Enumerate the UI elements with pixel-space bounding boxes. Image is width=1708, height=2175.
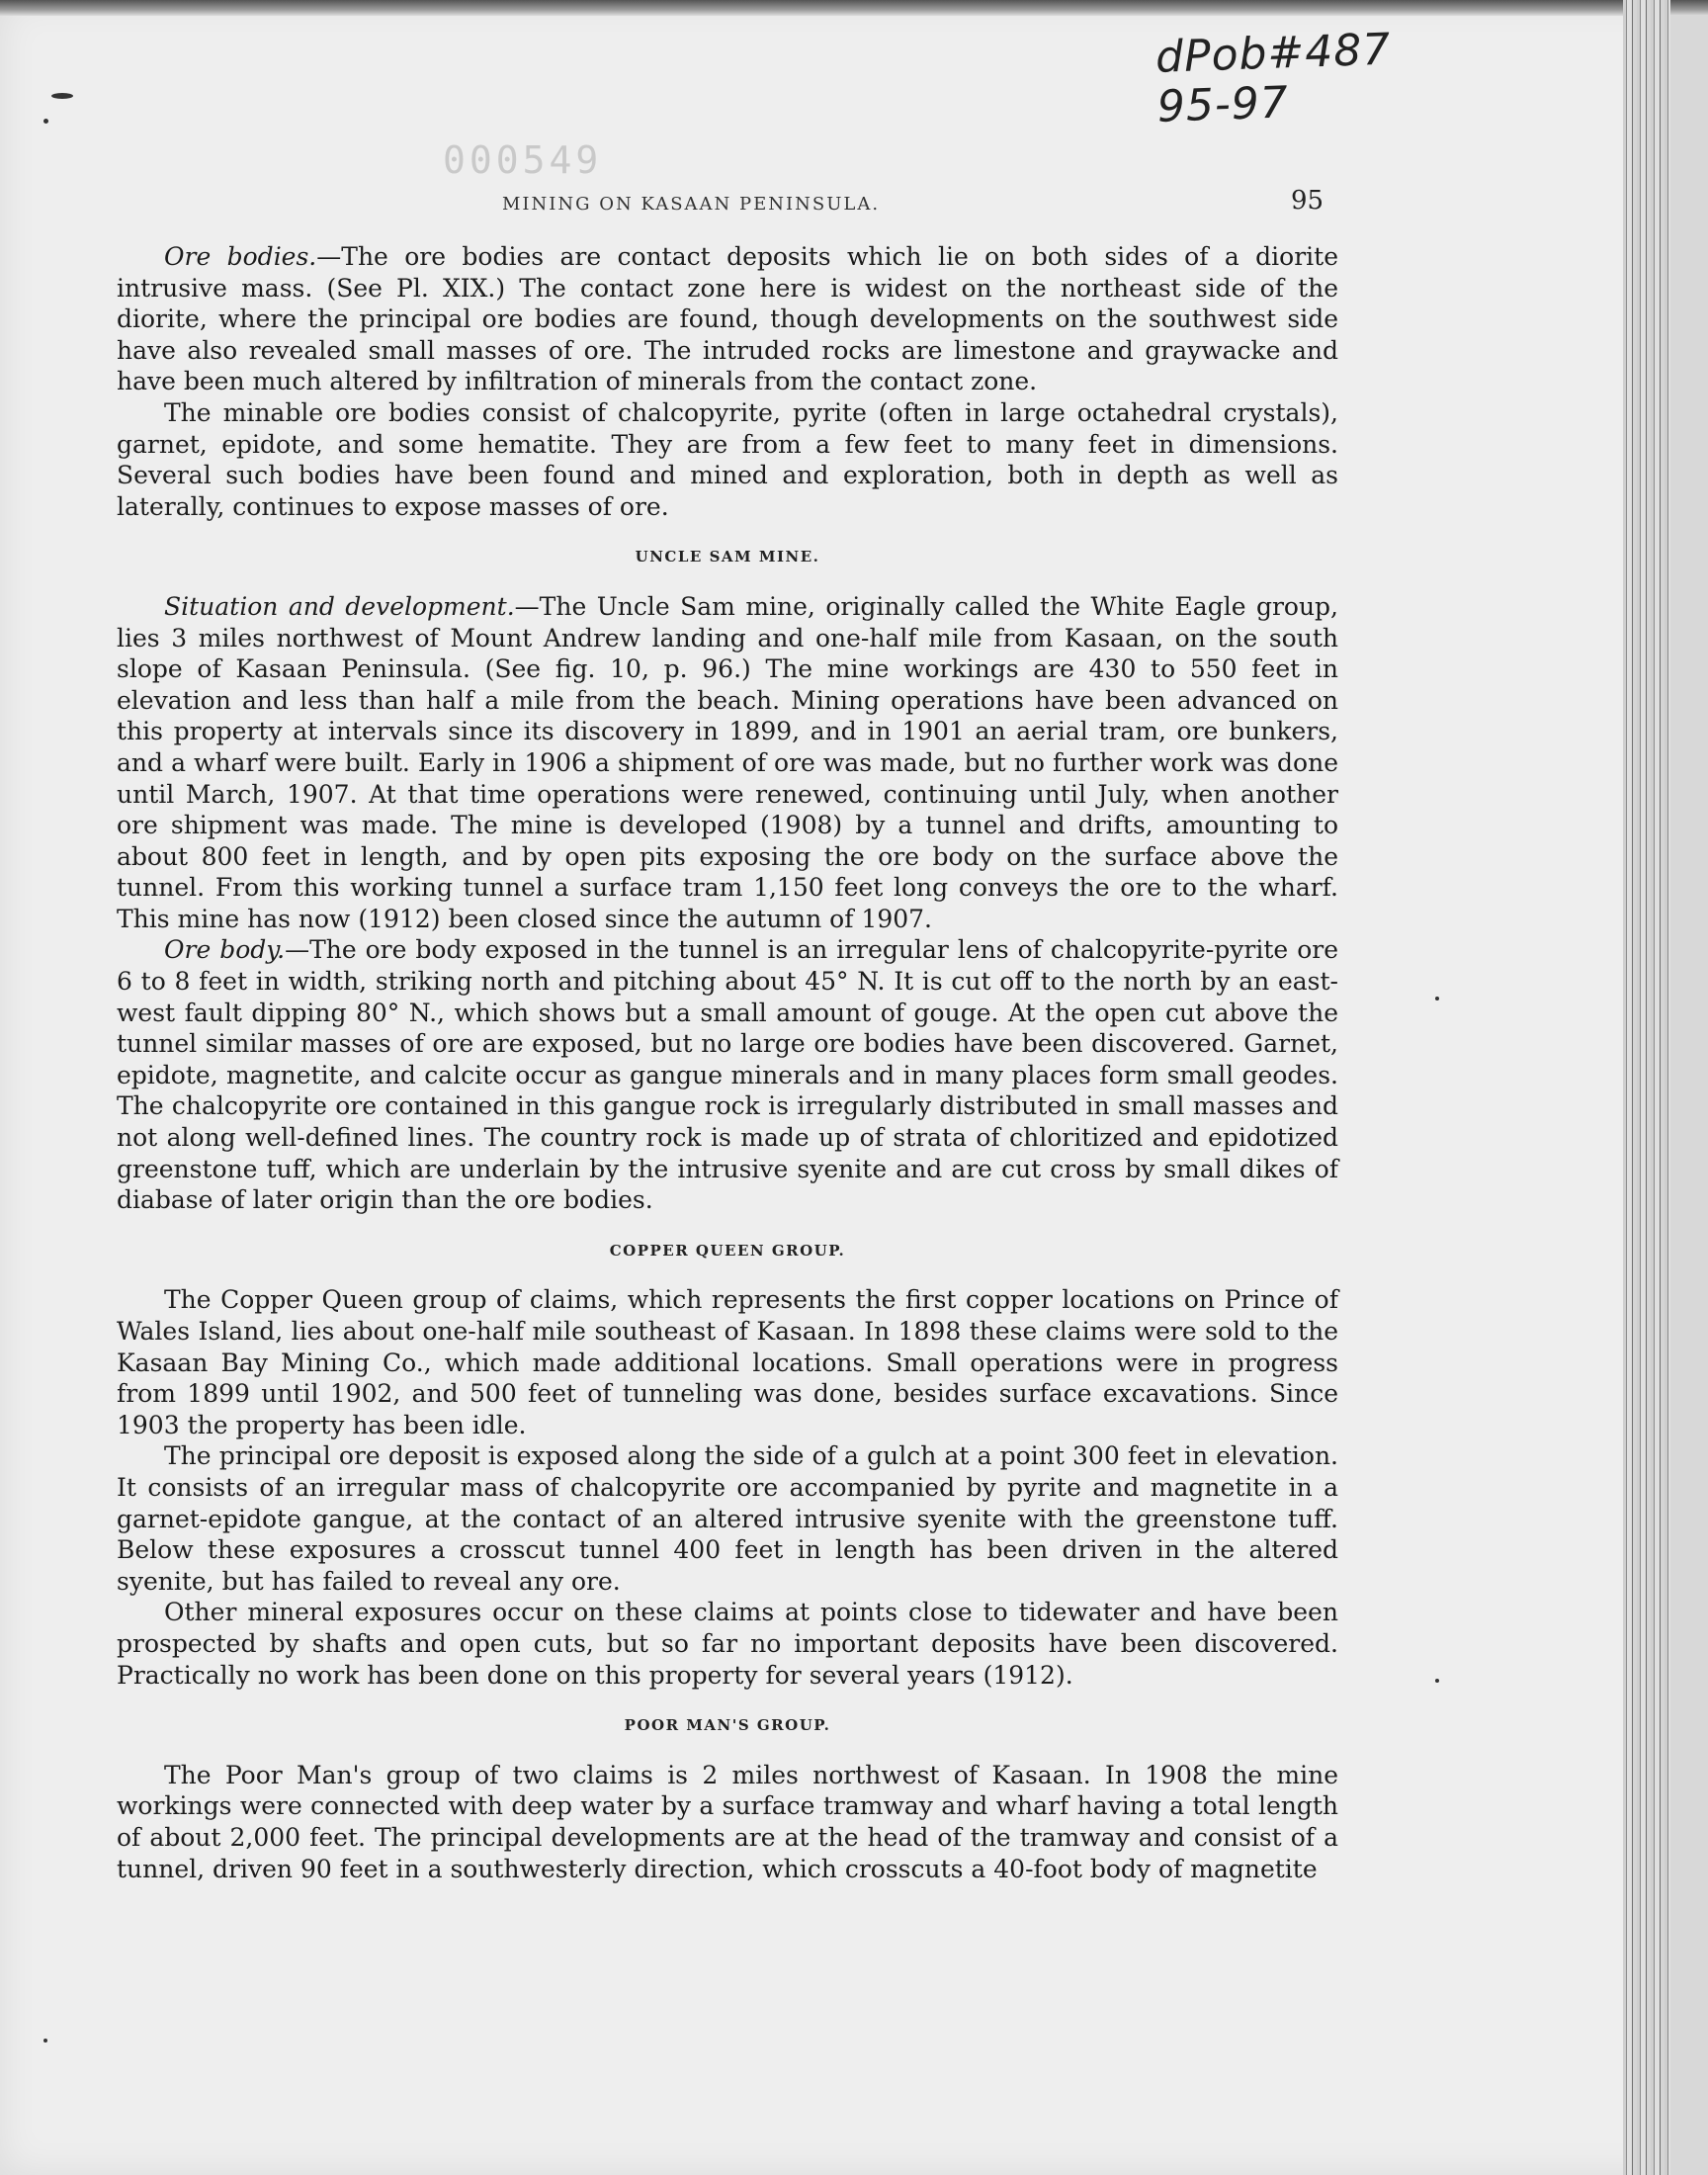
paragraph-lead: Ore bodies. — [164, 242, 317, 271]
paragraph: The principal ore deposit is exposed along the side of a gulch at a point 300 feet in elevation. It consists of an irregular mass of chalcopyrite ore accompanied by pyrite and magnetite in a garnet-epidote gangue, at the contact of an altered intrusive syenite with the greenstone tuff. Below these exposures a crosscut tunnel 400 feet in length has been driven in the altered syenite, but has failed to reveal any ore. — [117, 1441, 1338, 1596]
scan-speck — [51, 93, 73, 99]
paragraph — [117, 934, 1338, 1215]
section-heading-poor-man: POOR MAN'S GROUP. — [624, 1716, 831, 1735]
paragraph: The Poor Man's group of two claims is 2 miles northwest of Kasaan. In 1908 the mine workings were connected with deep water by a surface tramway and wharf having a total length of about 2,000 feet. The principal developments are at the head of the tramway and consist of a tunnel, driven 90 feet in a southwesterly direction, which crosscuts a 40-foot body of magnetite — [117, 1760, 1338, 1883]
scan-right-border — [1623, 0, 1670, 2175]
scan-speck — [1435, 1679, 1439, 1683]
scan-speck — [43, 2039, 47, 2043]
scan-top-border — [0, 0, 1708, 16]
handwritten-note — [1154, 24, 1393, 132]
handwritten-line: dPob#487 — [1154, 24, 1393, 83]
paragraph — [117, 591, 1338, 935]
paragraph — [117, 241, 1338, 397]
scan-speck — [43, 119, 48, 124]
paragraph: The Copper Queen group of claims, which represents the first copper locations on Prince of Wales Island, lies about one-half mile southeast of Kasaan. In 1898 these claims were sold to the Kasaan Bay Mining Co., which made additional locations. Small operations were in progress from 1899 until 1902, and 500 feet of tunneling was done, besides surface excavations. Since 1903 the property has been idle. — [117, 1285, 1338, 1439]
section-heading-uncle-sam: UNCLE SAM MINE. — [635, 548, 820, 566]
section-heading-copper-queen: COPPER QUEEN GROUP. — [609, 1241, 846, 1260]
paragraph-lead: Situation and development. — [164, 591, 515, 621]
faint-stamp: 000549 — [443, 138, 603, 182]
paragraph-text: —The ore bodies are contact deposits which lie on both sides of a diorite intrusive mass. (See Pl. XIX.) The contact zone here is widest on the northeast side of the diorite, where the principal ore bodies are found, though developments on the southwest side have also revealed small masses of ore. The intruded rocks are limestone and graywacke and have been much altered by infiltration of minerals from the contact zone. — [117, 242, 1338, 396]
paragraph: Other mineral exposures occur on these claims at points close to tidewater and have been prospected by shafts and open cuts, but so far no important deposits have been discovered. Practically no work has been done on this property for several years (1912). — [117, 1598, 1338, 1690]
page-number: 95 — [1291, 186, 1324, 216]
paragraph-text: —The ore body exposed in the tunnel is an irregular lens of chalcopyrite-pyrite ore 6 to 8 feet in width, striking north and pitching about 45° N. It is cut off to the north by an east-west fault dipping 80° N., which shows but a small amount of gouge. At the open cut above the tunnel similar masses of ore are exposed, but no large ore bodies have been discovered. Garnet, epidote, magnetite, and calcite occur as gangue minerals and in many places form small geodes. The chalcopyrite ore contained in this gangue rock is irregularly distributed in small masses and not along well-defined lines. The country rock is made up of strata of chloritized and epidotized greenstone tuff, which are underlain by the intrusive syenite and are cut cross by small dikes of diabase of later origin than the ore bodies. — [117, 935, 1339, 1215]
paragraph: The minable ore bodies consist of chalcopyrite, pyrite (often in large octahedral crystals), garnet, epidote, and some hematite. They are from a few feet to many feet in dimensions. Several such bodies have been found and mined and exploration, both in depth as well as laterally, continues to expose masses of ore. — [117, 397, 1338, 521]
running-head: MINING ON KASAAN PENINSULA. — [502, 194, 881, 215]
paragraph-text: —The Uncle Sam mine, originally called the White Eagle group, lies 3 miles northwest of Mount Andrew landing and one-half mile from Kasaan, on the south slope of Kasaan Peninsula. (See fig. 10, p. 96.) The mine workings are 430 to 550 feet in elevation and less than half a mile from the beach. Mining operations have been advanced on this property at intervals since its discovery in 1899, and in 1901 an aerial tram, ore bunkers, and a wharf were built. Early in 1906 a shipment of ore was made, but no further work was done until March, 1907. At that time operations were renewed, continuing until July, when another ore shipment was made. The mine is developed (1908) by a tunnel and drifts, amounting to about 800 feet in length, and by open pits exposing the ore body on the surface above the tunnel. From this working tunnel a surface tram 1,150 feet long conveys the ore to the wharf. This mine has now (1912) been closed since the autumn of 1907. — [117, 591, 1339, 933]
handwritten-line: 95-97 — [1156, 77, 1290, 132]
body-text — [117, 241, 1338, 1884]
scan-speck — [1435, 997, 1439, 1000]
paragraph-lead: Ore body. — [164, 935, 286, 965]
